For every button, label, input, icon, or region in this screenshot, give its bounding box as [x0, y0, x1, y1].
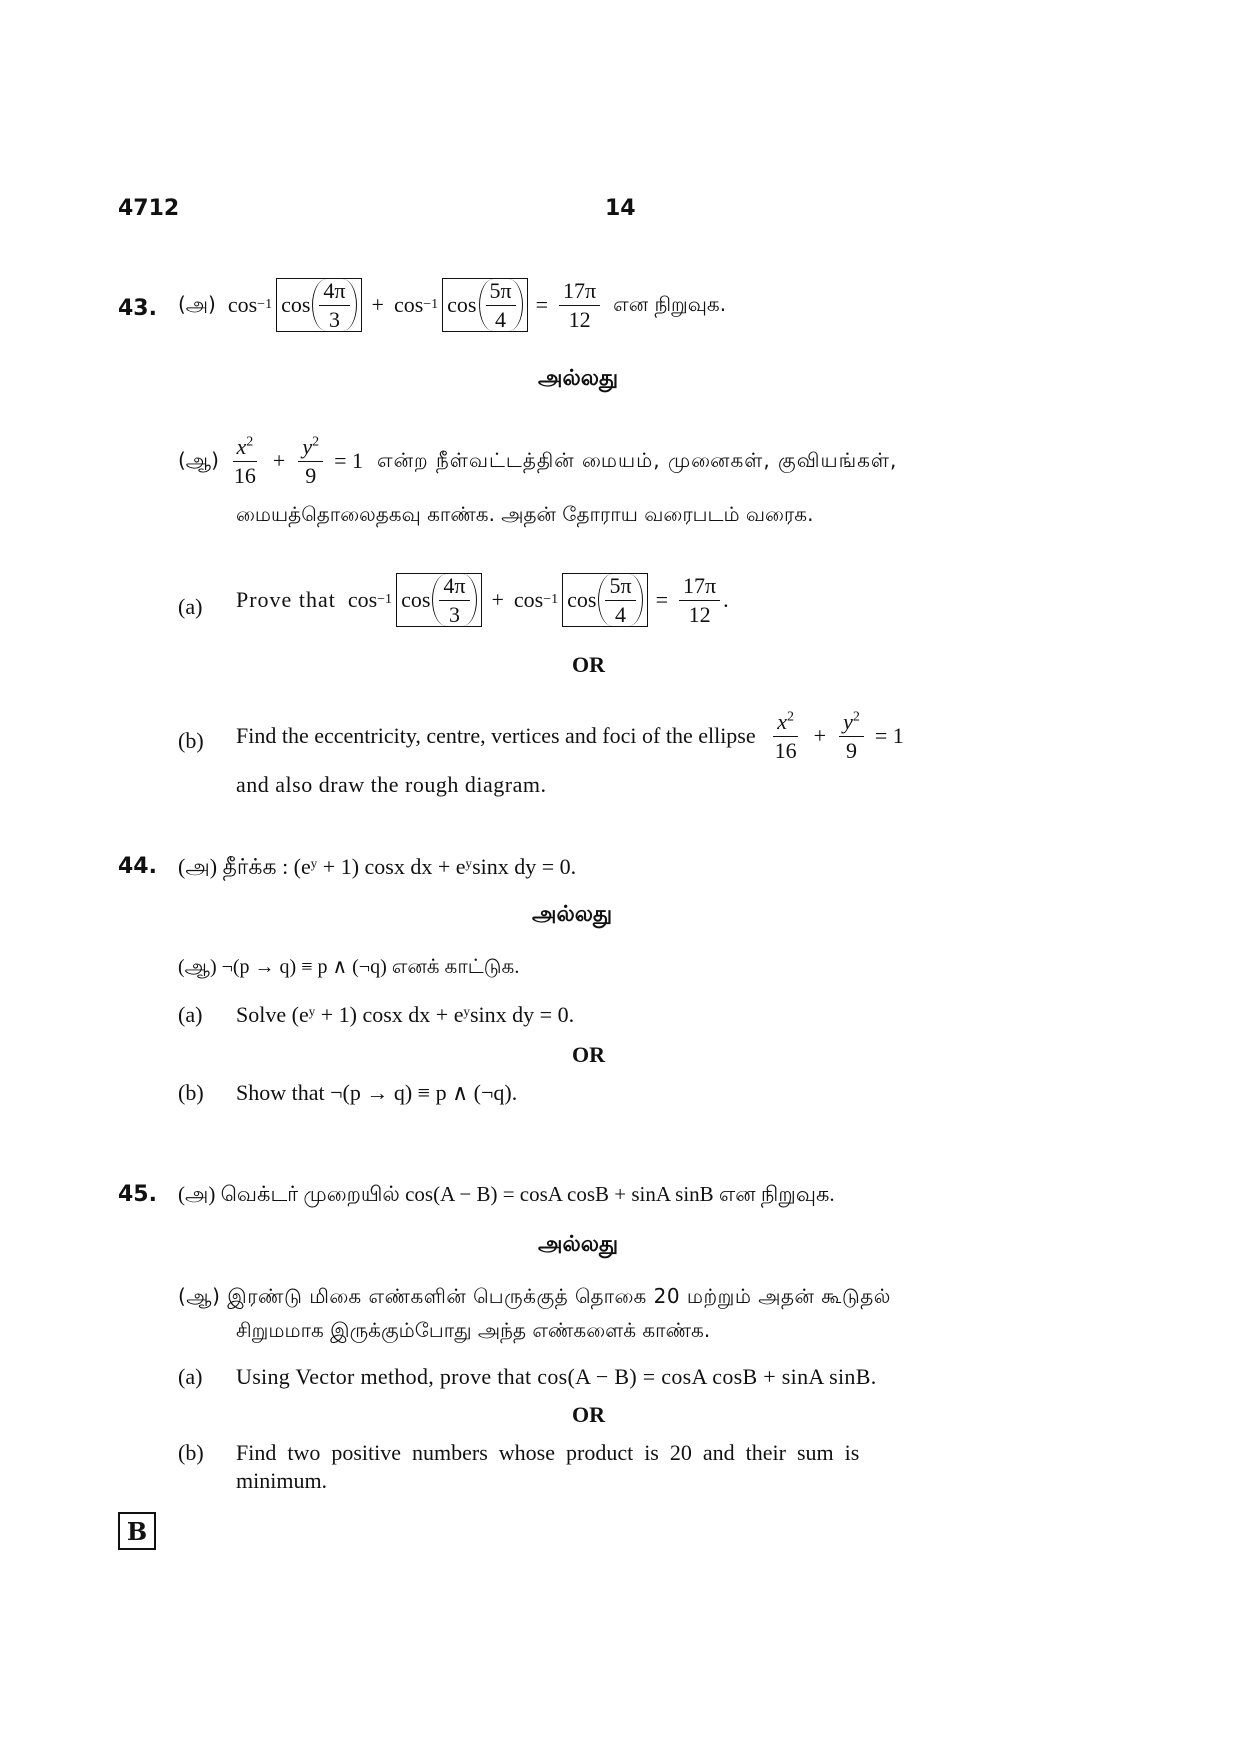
- q43-b-english: Find the eccentricity, centre, vertices and foci of the ellipse $\frac{x^2}{16}$ + $\frac{y^2}{9}$ = 1: [236, 709, 904, 763]
- q43-b-english-line2: and also draw the rough diagram.: [236, 772, 547, 797]
- question-number-44: 44.: [118, 854, 157, 879]
- q43-b-tamil-line2: மையத்தொலைதகவு காண்க. அதன் தோராய வரைபடம் வரைக.: [236, 502, 814, 526]
- q43-a-label-ta: (அ): [178, 291, 216, 316]
- q45-a-label-en: (a): [178, 1364, 203, 1389]
- q45-b-english-line1: Find two positive numbers whose product is 20 and their sum is: [236, 1440, 860, 1465]
- q43-a-tamil: [178, 270, 726, 340]
- q45-b-tamil-line2: சிறுமமாக இருக்கும்போது அந்த எண்களைக் காண்க.: [236, 1318, 711, 1342]
- q43-a-label-en: (a): [178, 594, 203, 619]
- q45-b-tamil-line1: (ஆ) இரண்டு மிகை எண்களின் பெருக்குத் தொகை 20 மற்றும் அதன் கூடுதல்: [178, 1284, 891, 1308]
- paper-code: 4712: [118, 196, 180, 221]
- q45-b-english-line2: minimum.: [236, 1468, 328, 1493]
- or-tamil-43: அல்லது: [538, 366, 619, 391]
- question-number-43: 43.: [118, 296, 157, 321]
- q43-b-label-ta: (ஆ): [178, 447, 219, 472]
- q43-b-label-en: (b): [178, 728, 204, 753]
- q43-a-tail: என நிறுவுக.: [613, 291, 727, 316]
- q44-a-english: Solve (eʸ + 1) cosx dx + eʸsinx dy = 0.: [236, 1002, 575, 1027]
- q44-a-tamil: (அ) தீர்க்க : (eʸ + 1) cosx dx + eʸsinx dy = 0.: [178, 854, 577, 879]
- question-number-45: 45.: [118, 1182, 157, 1207]
- page-number: 14: [605, 196, 636, 221]
- q45-b-label-en: (b): [178, 1440, 204, 1465]
- or-tamil-45: அல்லது: [538, 1232, 619, 1257]
- q43-b-tamil: (ஆ) $\frac{x^2}{16}$ + $\frac{y^2}{9}$ = 1 என்ற நீள்வட்டத்தின் மையம், முனைகள், குவியங்கள்,: [178, 434, 898, 488]
- q44-b-english: Show that ¬(p → q) ≡ p ∧ (¬q).: [236, 1080, 518, 1105]
- q44-b-label-en: (b): [178, 1080, 204, 1105]
- or-tamil-44: அல்லது: [532, 902, 613, 927]
- q43-a-english: Prove that cos −1 cos $\frac{4\pi}{3}$ + cos −1 cos $\frac{5\pi}{4}$ = $\frac{17\pi}{12}$ .: [236, 573, 729, 627]
- or-english-44: OR: [572, 1042, 605, 1067]
- booklet-version-box: B: [118, 1512, 156, 1550]
- or-english-43: OR: [572, 652, 605, 677]
- q44-a-label-en: (a): [178, 1002, 203, 1027]
- or-english-45: OR: [572, 1402, 605, 1427]
- formula-cos-inverse: cos −1 cos $\frac{4\pi}{3}$ + cos −1 cos $\frac{5\pi}{4}$ = $\frac{17\pi}{12}$: [228, 278, 603, 331]
- q45-a-english: Using Vector method, prove that cos(A − B) = cosA cosB + sinA sinB.: [236, 1364, 877, 1389]
- q45-a-tamil: (அ) வெக்டர் முறையில் cos(A − B) = cosA cosB + sinA sinB என நிறுவுக.: [178, 1182, 835, 1206]
- q44-b-tamil: (ஆ) ¬(p → q) ≡ p ∧ (¬q) எனக் காட்டுக.: [178, 956, 520, 978]
